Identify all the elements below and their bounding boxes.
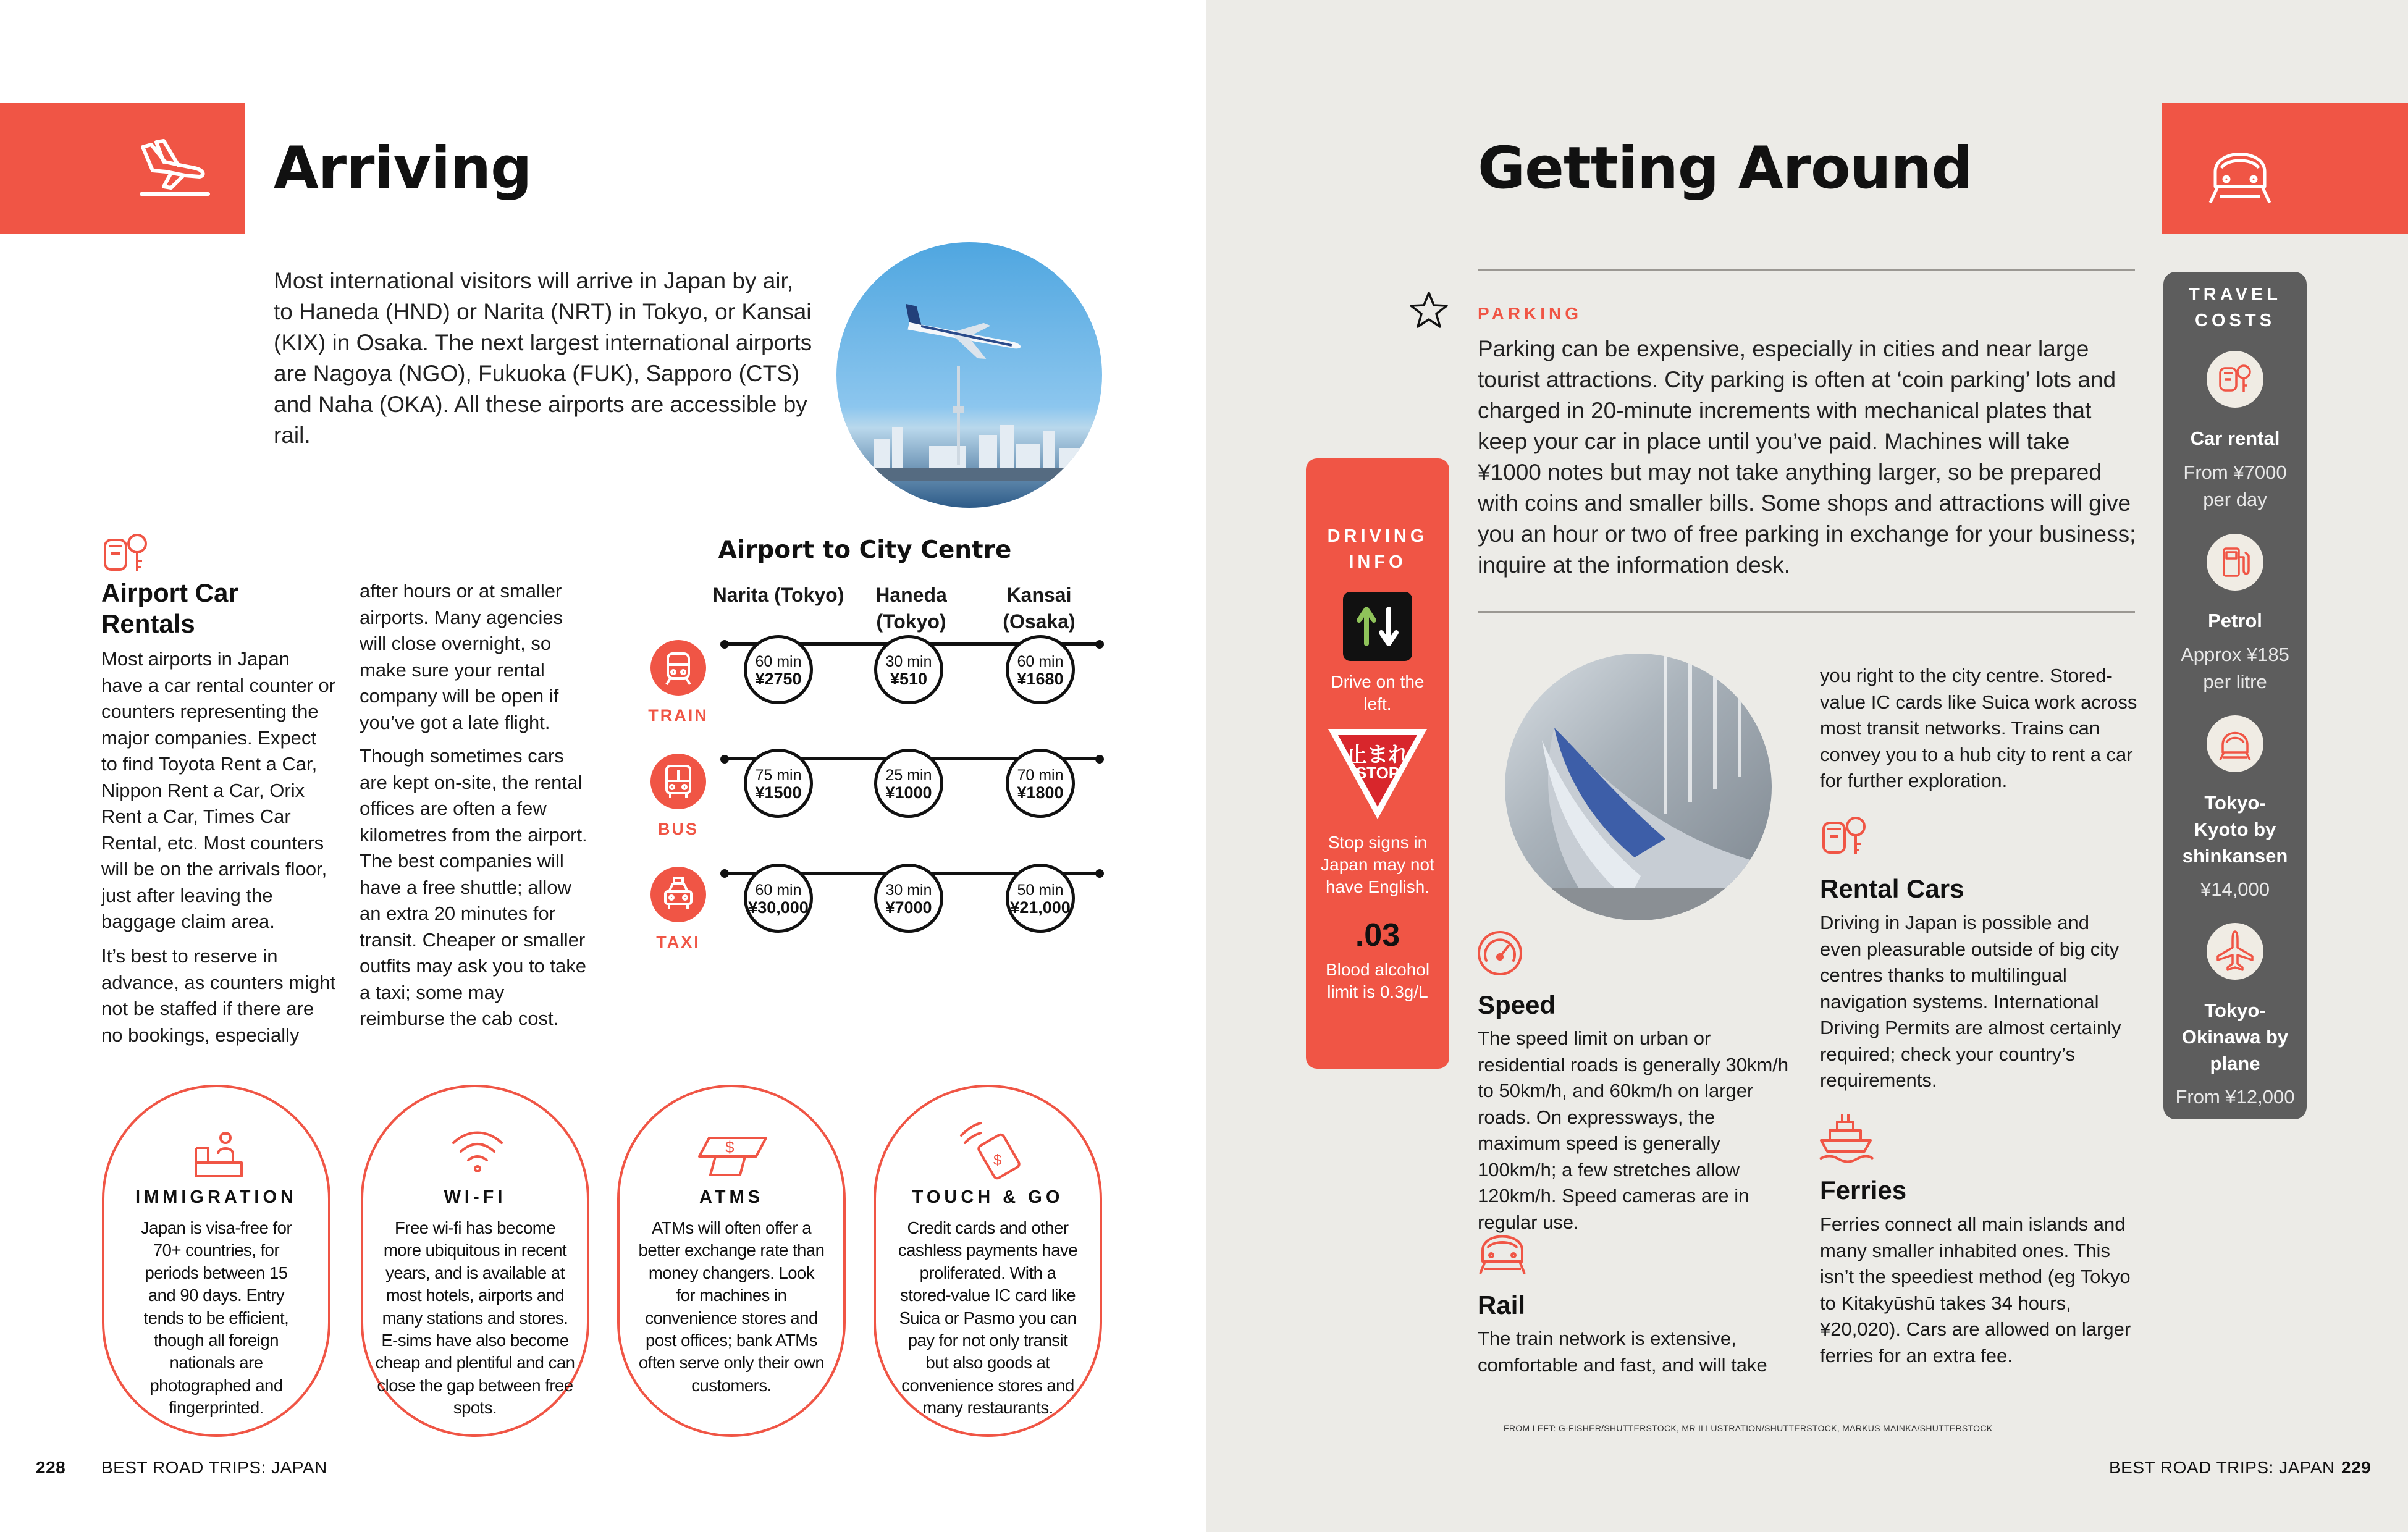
route-end-dot <box>1095 869 1104 878</box>
route-end-dot <box>1095 755 1104 764</box>
pill-text: ATMs will often offer a better exchange rate than money changers. Look for machines in convenience stores and post offices; bank ATMs often serve only their own customers. <box>638 1218 825 1395</box>
running-footer-left: BEST ROAD TRIPS: JAPAN <box>101 1458 327 1477</box>
cost-value: From ¥12,000 <box>2175 1086 2295 1108</box>
car-rentals-col2-p2: Though sometimes cars are kept on-site, the rental offices are often a few kilometres from the airport. The best companies will have a free shuttle; allow an extra 20 minutes for transit. Cheaper or smaller outfits may ask you to take a taxi; some may reimburse the cab cost. <box>360 745 587 1029</box>
pill-text: Free wi-fi has become more ubiquitous in recent years, and is available at most hotels, airports and many stations and stores. E-sims have also become cheap and plentiful and can close the gap between free spots. <box>375 1218 575 1418</box>
info-pill-wifi <box>361 1085 589 1437</box>
cost-icon-badge <box>2207 534 2263 591</box>
driving-info-title-2: INFO <box>1349 552 1407 572</box>
column-header-narita: Narita (Tokyo) <box>712 584 844 606</box>
transit-stop-taxi-narita: 60 min ¥30,000 <box>744 864 813 933</box>
info-pill-atms <box>617 1085 846 1437</box>
column-header-kansai: Kansai (Osaka) <box>1003 584 1076 633</box>
stop-sign-english: STOP <box>1355 764 1400 782</box>
cost-icon-badge <box>2207 923 2263 980</box>
cost-icon-badge <box>2207 715 2263 772</box>
cost-value: From ¥7000 <box>2183 461 2287 483</box>
top-rule <box>1478 269 2135 271</box>
route-end-dot <box>720 640 729 649</box>
car-keys-icon <box>1820 813 1869 859</box>
fuel-pump-icon <box>2207 534 2263 591</box>
parking-text: Parking can be expensive, especially in cities and near large tourist attractions. City parking is often at ‘coin parking’ lots and charged in 20-minute increments with mechanical plates that keep your car in place until you’ve paid. Machines will take ¥1000 notes but may not take anything larger, so be prepared with coins and smaller bills. Some shops and attractions will give you an hour or two of free parking in exchange for your business; inquire at the information desk. <box>1478 336 2136 578</box>
keep-left-sign <box>1343 592 1412 661</box>
bac-value: .03 <box>1355 917 1400 953</box>
getting-around-header-block <box>2162 103 2408 234</box>
ferry-icon <box>1817 1112 1874 1163</box>
train-mode-badge <box>650 640 706 696</box>
speed-text: The speed limit on urban or residential roads is generally 30km/h to 50km/h, and 60km/h on larger roads. On expressways, the maximum speed is generally 100km/h; a few stretches allow 120km/h. Speed cameras are in regular use. <box>1478 1027 1789 1233</box>
car-rentals-heading-2: Rentals <box>101 609 195 638</box>
wifi-icon <box>450 1126 505 1179</box>
bus-mode-label: BUS <box>657 820 699 838</box>
page-title: Arriving <box>274 135 532 202</box>
transit-table-title: Airport to City Centre <box>718 536 1012 564</box>
middle-rule <box>1478 611 2135 613</box>
bus-icon <box>650 754 706 809</box>
speed-heading: Speed <box>1478 990 1556 1019</box>
travel-costs-title-2: COSTS <box>2195 311 2275 330</box>
two-way-arrows-icon <box>1343 592 1412 661</box>
transit-stop-train-haneda: 30 min ¥510 <box>874 635 943 704</box>
transit-stop-train-kansai: 60 min ¥1680 <box>1006 635 1075 704</box>
cost-name: plane <box>2210 1053 2260 1074</box>
driving-info-panel <box>1306 458 1449 1069</box>
info-pill-touch-and-go <box>874 1085 1102 1437</box>
rail-text-continued: you right to the city centre. Stored-value IC cards like Suica work across most transit networks. Trains can convey you to a hub city to rent a car for further exploration. <box>1820 665 2137 791</box>
pill-title: IMMIGRATION <box>135 1187 297 1207</box>
car-rentals-col1-p2: It’s best to reserve in advance, as counters might not be staffed if there are no bookings, especially <box>101 945 336 1046</box>
arriving-header-block <box>0 103 245 234</box>
star-icon <box>1408 290 1449 330</box>
column-header-haneda: Haneda (Tokyo) <box>875 584 947 633</box>
cost-name: Tokyo- <box>2204 792 2266 814</box>
train-front-icon <box>1475 1226 1530 1276</box>
airplane-icon <box>2207 923 2263 980</box>
page-number-left: 228 <box>36 1458 66 1477</box>
cost-name: Petrol <box>2208 610 2262 631</box>
shinkansen-photo <box>1505 654 1772 920</box>
route-end-dot <box>720 755 729 764</box>
immigration-icon <box>191 1129 246 1179</box>
taxi-mode-badge <box>650 867 706 922</box>
driving-info-title-1: DRIVING <box>1327 526 1428 546</box>
airplane-photo <box>836 242 1102 508</box>
cost-icon-badge <box>2207 351 2263 408</box>
stop-sign <box>1321 723 1434 824</box>
train-icon <box>650 640 706 696</box>
atm-icon <box>697 1129 771 1179</box>
transit-stop-train-narita: 60 min ¥2750 <box>744 635 813 704</box>
travel-costs-title-1: TRAVEL <box>2189 285 2281 305</box>
svg-text:$: $ <box>725 1138 735 1156</box>
page-title: Getting Around <box>1478 135 1972 202</box>
transit-stop-taxi-haneda: 30 min ¥7000 <box>874 864 943 933</box>
ferries-text: Ferries connect all main islands and many smaller inhabited ones. This isn’t the speediest method (eg Tokyo to Kitakyūshū takes 34 hours, ¥20,020). Cars are allowed on larger ferries for an extra fee. <box>1820 1213 2131 1366</box>
cost-name: Car rental <box>2190 427 2280 449</box>
car-rentals-heading-1: Airport Car <box>101 578 238 607</box>
rail-text: The train network is extensive, comfortable and fast, and will take <box>1478 1328 1767 1376</box>
cost-name: Tokyo- <box>2204 1000 2266 1021</box>
rental-cars-text: Driving in Japan is possible and even pleasurable outside of big city centres thanks to multilingual navigation systems. International Driving Permits are almost certainly required; check your country’s requirements. <box>1820 912 2121 1091</box>
stop-sign-text: Stop signs in Japan may not have English. <box>1321 833 1434 896</box>
photo-credit: FROM LEFT: G-FISHER/SHUTTERSTOCK, MR ILLUSTRATION/SHUTTERSTOCK, MARKUS MAINKA/SHUTTERSTOCK <box>1504 1423 1993 1433</box>
travel-costs-panel <box>2163 272 2307 1119</box>
rail-heading: Rail <box>1478 1290 1526 1319</box>
drive-left-text: Drive on the left. <box>1331 672 1425 713</box>
ferries-heading: Ferries <box>1820 1176 1907 1205</box>
airplane-landing-icon <box>139 138 211 196</box>
cost-value: ¥14,000 <box>2200 878 2270 900</box>
svg-text:$: $ <box>993 1152 1002 1169</box>
car-keys-icon <box>101 530 151 576</box>
cost-name: Okinawa by <box>2181 1026 2289 1048</box>
route-end-dot <box>720 869 729 878</box>
transit-stop-taxi-kansai: 50 min ¥21,000 <box>1006 864 1075 933</box>
transit-stop-bus-narita: 75 min ¥1500 <box>744 749 813 818</box>
car-rentals-col1-p1: Most airports in Japan have a car rental counter or counters representing the major companies. Expect to find Toyota Rent a Car, Nippon Rent a Car, Orix Rent a Car, Times Car Rental, etc. Most counters will be on the arrivals floor, just after leaving the baggage claim area. <box>101 648 336 932</box>
running-footer-right: BEST ROAD TRIPS: JAPAN <box>2109 1458 2335 1477</box>
cost-name: Kyoto by <box>2194 819 2276 840</box>
cost-value: per day <box>2203 489 2267 510</box>
stop-sign-japanese: 止まれ <box>1346 743 1409 767</box>
pill-title: WI-FI <box>444 1187 507 1207</box>
bullet-train-front-icon <box>2205 135 2275 206</box>
bullet-train-icon <box>2207 715 2263 772</box>
pill-title: TOUCH & GO <box>912 1187 1064 1207</box>
cost-value: per litre <box>2203 671 2267 692</box>
taxi-mode-label: TAXI <box>656 933 701 951</box>
contactless-card-icon <box>956 1117 1024 1185</box>
bac-text: Blood alcohol limit is 0.3g/L <box>1325 960 1430 1001</box>
route-end-dot <box>1095 640 1104 649</box>
arriving-intro: Most international visitors will arrive in Japan by air, to Haneda (HND) or Narita (NRT) in Tokyo, or Kansai (KIX) in Osaka. The next largest international airports are Nagoya (NGO), Fukuoka (FUK), Sapporo (CTS) and Naha (OKA). All these airports are accessible by rail. <box>274 268 812 448</box>
speedometer-icon <box>1475 928 1525 978</box>
cost-name: shinkansen <box>2182 845 2288 867</box>
transit-stop-bus-kansai: 70 min ¥1800 <box>1006 749 1075 818</box>
bus-mode-badge <box>650 754 706 809</box>
car-rental-icon <box>2207 351 2263 408</box>
car-rentals-col2-p1: after hours or at smaller airports. Many agencies will close overnight, so make sure your rental company will be open if you’ve got a late flight. <box>360 580 563 733</box>
taxi-icon <box>650 867 706 922</box>
page-number-right: 229 <box>2341 1458 2372 1477</box>
pill-title: ATMS <box>699 1187 764 1207</box>
pill-text: Credit cards and other cashless payments have proliferated. With a stored-value IC card like Suica or Pasmo you can pay for not only transit but also goods at convenience stores and many restaurants. <box>898 1218 1078 1418</box>
train-mode-label: TRAIN <box>648 706 709 725</box>
right-page <box>1206 0 2408 1532</box>
pill-text: Japan is visa-free for 70+ countries, for periods between 15 and 90 days. Entry tends to be efficient, though all foreign nationals are photographed and fingerprinted. <box>140 1218 292 1418</box>
info-pill-immigration <box>102 1085 330 1437</box>
parking-label: PARKING <box>1478 304 1583 323</box>
cost-value: Approx ¥185 <box>2181 644 2289 665</box>
rental-cars-heading: Rental Cars <box>1820 874 1964 903</box>
transit-stop-bus-haneda: 25 min ¥1000 <box>874 749 943 818</box>
